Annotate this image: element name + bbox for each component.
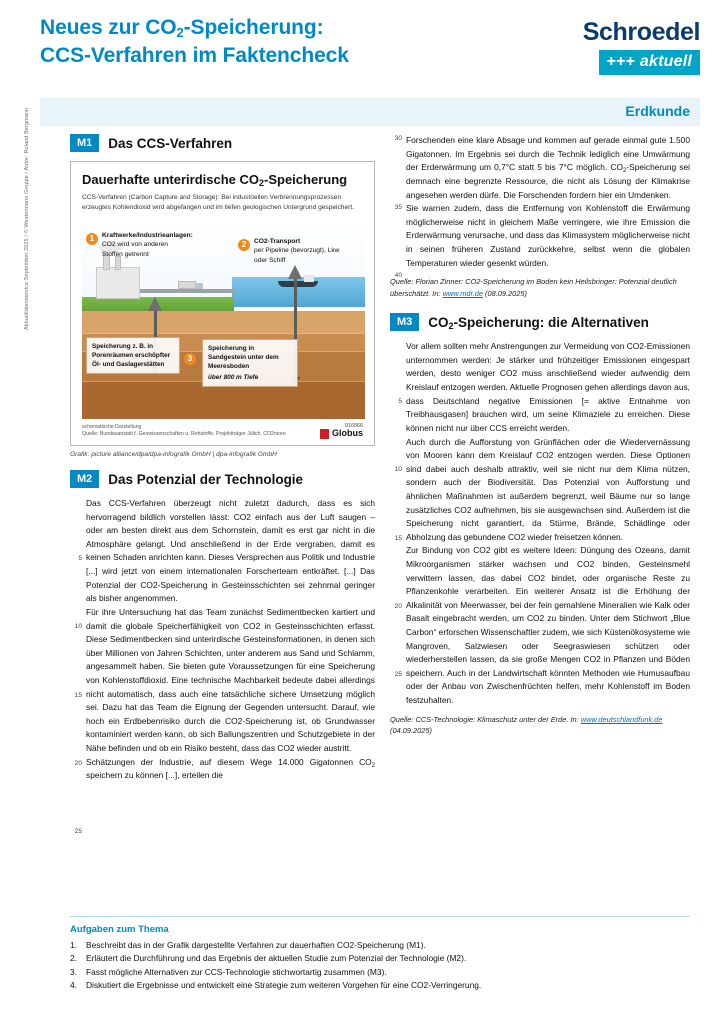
title-line2: CCS-Verfahren im Faktencheck xyxy=(40,43,349,67)
line-number: 5 xyxy=(78,555,82,563)
task-number: 4. xyxy=(70,980,77,991)
storage-box-left-title: Speicherung z. B. in Porenräumen erschöpfter Öl- und Gaslagerstätten xyxy=(92,343,171,369)
brand-logo xyxy=(528,20,700,75)
m3-tag: M3 xyxy=(390,313,419,331)
side-credit: Aktualitätenservice September 2025 / © Westermann Gruppe / Autor: Roland Bergmann xyxy=(24,107,30,330)
line-number: 15 xyxy=(74,692,82,700)
rock-layer-1 xyxy=(82,311,365,333)
tasks-divider xyxy=(70,916,690,917)
m2-source-date: (08.09.2025) xyxy=(482,288,527,298)
label-1-text: CO2 wird von anderen Stoffen getrennt xyxy=(102,241,168,258)
infographic-footer xyxy=(82,423,363,439)
infographic-title-pre: Dauerhafte unterirdische CO xyxy=(82,172,259,188)
task-item xyxy=(70,979,690,992)
task-number: 2. xyxy=(70,953,77,964)
m2-title: Das Potenzial der Technologie xyxy=(108,471,304,487)
figure-credit: Grafik: picture alliance/dpa/dpa-infografik GmbH | dpa-infografik GmbH xyxy=(70,450,277,458)
brand-badge-word: aktuell xyxy=(639,53,692,70)
marker-1: 1 xyxy=(86,233,98,245)
m2-paragraph-3-rendered: Forschenden eine klare Absage und kommen auf gerade einmal gute 1.500 Gigatonnen. Im Ergebnis sei durch die Technik lediglich eine Umwärmung der Erderwärmung um 0,7°C statt 5 bis 7°C möglich. $CO_2$-Speicherung sei demnach eine begrenzte Ressource, die nicht als Lösung der Klimakrise angesehen werden dürfe. Die Forschenden fordern hier ein Umdenken. xyxy=(406,135,690,200)
m1-heading xyxy=(70,134,375,152)
m1-title: Das CCS-Verfahren xyxy=(108,135,233,151)
line-number: 30 xyxy=(394,135,402,142)
m2-paragraph-4: Sie warnen zudem, dass die Entfernung von Kohlenstoff die Erwärmung möglicherweise nicht in gleichem Maße verringere, wie ihre Emission die Erderwärmung verursache, und dass das Klimasystem möglicherweise nicht in seinen früheren Zustand zurückkehre, selbst wenn die globalen Temperaturen wieder gesenkt würden. xyxy=(406,203,690,268)
task-text: Erläutert die Durchführung und das Ergebnis der aktuellen Studie zum Potenzial der Technologie (M2). xyxy=(86,953,467,964)
brand-name: Schroedel xyxy=(582,18,700,46)
line-number: 15 xyxy=(394,535,402,543)
m2-source-link[interactable]: www.mdr.de xyxy=(442,288,483,298)
platform-derrick-icon xyxy=(288,265,302,279)
infographic-note: schematische Darstellung xyxy=(82,423,142,430)
m3-source-link[interactable]: www.deutschlandfunk.de xyxy=(580,714,663,724)
task-number: 1. xyxy=(70,940,77,950)
m3-body xyxy=(390,340,690,707)
label-1 xyxy=(102,231,193,259)
infographic-title-sub: 2 xyxy=(259,178,265,189)
storage-depth-label: über 800 m Tiefe xyxy=(208,374,259,382)
m3-heading xyxy=(390,313,690,331)
title-line1-pre: Neues zur CO xyxy=(40,16,177,39)
m2-tag: M2 xyxy=(70,470,99,488)
m3-title-pre: CO xyxy=(428,314,449,330)
task-item xyxy=(70,952,690,965)
infographic-subtitle: CCS-Verfahren (Carbon Capture and Storage): Bei industriellen Verbrennungsprozessen erzeugtes Kohlendioxid wird abgefangen und im tiefen geologischen Untergrund gespeichert. xyxy=(82,194,354,211)
tasks-title: Aufgaben zum Thema xyxy=(70,924,169,935)
m3-title-post: -Speicherung: die Alternativen xyxy=(453,314,649,330)
task-text: Diskutiert die Ergebnisse und entwickelt eine Strategie zum weiteren Vorgehen für eine CO2-Verringerung. xyxy=(86,980,482,991)
infographic-source xyxy=(82,424,286,439)
right-column xyxy=(390,134,690,737)
globus-number: 016566 xyxy=(345,423,363,430)
line-number: 25 xyxy=(394,671,402,679)
line-number: 35 xyxy=(394,204,402,211)
infographic-title-post: -Speicherung xyxy=(264,172,348,188)
drill-derrick-icon xyxy=(148,297,162,311)
m2-body xyxy=(70,497,375,836)
m3-paragraph-2: Auch durch die Aufforstung von Grünflächen oder die Wiedervernässung von Mooren kann dem Kreislauf CO2 entzogen werden. Diese Optionen sind dabei auch deshalb attraktiv, weil sie nicht nur dem Klima nützen, sondern auch der Biodiversität. Das Potenzial von Aufforstung und ähnlichen Maßnahmen ist außerdem begrenzt, weil Bäume nur so lange zusätzliches CO2 aufnehmen, bis sie ausgewachsen sind. Außerdem ist die Speicherung nicht garantiert, da Stürme, Brände, Schädlinge oder Abholzung das gebundene CO2 wieder freisetzen können. xyxy=(406,436,690,542)
m3-source xyxy=(390,714,690,737)
power-plant-icon xyxy=(96,267,140,299)
line-number: 40 xyxy=(394,272,402,279)
left-column xyxy=(70,134,375,836)
m2-paragraph-1: Das CCS-Verfahren überzeugt nicht zuletzt dadurch, dass es sich hervorragend bildlich vorstellen lässt: CO2 einfach aus der Luft saugen – oder am besten direkt aus dem Schornstein, damit es erst gar nicht in die Atmosphäre gelangt. Und anschließend in der Erde vergraben, damit es keinen Schaden anrichten kann. Dieses Versprechen aus Politik und Industrie [...] wird jetzt von einem internationalen Forscherteam entkräftet. [...] Das Potenzial der CO2-Speicherung in Gesteinsschichten sei zehnmal geringer als bisher angenommen. xyxy=(86,498,375,604)
label-2 xyxy=(254,237,354,265)
m2-source xyxy=(390,276,690,299)
infographic-scene xyxy=(82,219,365,419)
infographic xyxy=(70,161,375,446)
m3-source-date: (04.09.2025) xyxy=(390,726,432,736)
storage-box-right xyxy=(202,339,298,387)
m2-paragraph-2: Für ihre Untersuchung hat das Team zunächst Sedimentbecken kartiert und damit die globale Speicherfähigkeit von CO2 in Gesteinsschichten erfasst. Diese Sedimentbecken sind unterirdische Gesteinsformationen, in denen sich über Millionen von Jahren Schichten, unter anderem aus Sand und Schlamm, angesammelt haben. Sie bieten gute Voraussetzungen für eine Speicherung von Kohlenstoffdioxid. Eine technische Machbarkeit bedeute dabei allerdings nicht automatisch, dass auch eine tatsächliche sichere Umsetzung möglich sei. Dazu hat das Team die Eignung der Gegenden untersucht. Darauf, wie hoch ein Erdbebenrisiko durch die CO2-Speicherung ist, ob Grundwasser kontaminiert werden kann, ob sich Ballungszentren und Schutzgebiete in der Nähe befinden und ob ein Risiko besteht, dass das CO2 wieder austritt. xyxy=(86,606,375,754)
line-number: 10 xyxy=(74,623,82,631)
m3-title xyxy=(428,315,649,330)
infographic-source-text: Quelle: Bundesanstalt f. Geowissenschaften u. Rohstoffe, Projektträger Jülich, CO2more xyxy=(82,431,286,438)
task-text: Beschreibt das in der Grafik dargestellte Verfahren zur dauerhaften CO2-Speicherung (M1). xyxy=(86,940,426,950)
m3-source-text: Quelle: CCS-Technologie: Klimaschutz unter der Erde. In: xyxy=(390,714,581,724)
m1-tag: M1 xyxy=(70,134,99,152)
label-2-title: CO2-Transport xyxy=(254,238,301,246)
line-number: 25 xyxy=(74,828,82,836)
line-number: 5 xyxy=(398,398,402,406)
globus-logo: Globus xyxy=(320,429,363,439)
truck-icon xyxy=(178,281,204,291)
m3-paragraph-1: Vor allem sollten mehr Anstrengungen zur Vermeidung von CO2-Emissionen unternommen werden: Je stärker und frühzeitiger Emissionen eingespart werden, desto weniger CO2 muss anschließend wieder aufwendig dem Kreislauf entzogen werden. Aktuelle Prognosen gehen allerdings davon aus, dass Deutschland negative Emissionen [= aktive Entnahme von Treibhausgasen] brauchen wird, um seine Klimaziele zu erreichen. Diese können nicht nur über CCS erreicht werden. xyxy=(406,341,690,433)
page-header xyxy=(40,14,700,92)
brand-badge xyxy=(599,50,700,75)
m2-source-text: Quelle: Florian Zinner: CO2-Speicherung im Boden kein Heilsbringer: Potenzial deutlich überschätzt. In: xyxy=(390,277,677,298)
task-item xyxy=(70,966,690,979)
layer-divider xyxy=(82,333,365,334)
storage-box-right-title: Speicherung in Sandgestein unter dem Meeresboden xyxy=(208,345,279,371)
title-line1-sub: 2 xyxy=(176,25,184,40)
page-title xyxy=(40,14,470,69)
marker-2: 2 xyxy=(238,239,250,251)
label-1-title: Kraftwerke/Industrieanlagen: xyxy=(102,232,193,240)
storage-box-left xyxy=(86,337,180,374)
subject-bar xyxy=(40,98,700,126)
globus-credit xyxy=(320,423,363,439)
task-item xyxy=(70,939,690,952)
tasks-section xyxy=(70,916,690,993)
brand-badge-plus: +++ xyxy=(606,53,636,70)
m2-paragraph-3-visible: Schätzungen der Industrie, auf diesem Wege 14.000 Gigatonnen $CO_2$ speichern zu können [...], erteilen die xyxy=(86,756,375,781)
task-number: 3. xyxy=(70,966,77,977)
line-number: 20 xyxy=(394,603,402,611)
task-text: Fasst mögliche Alternativen zur CCS-Technologie stichwortartig zusammen (M3). xyxy=(86,966,387,977)
marker-3: 3 xyxy=(184,353,196,365)
label-2-text: per Pipeline (bevorzugt), Lkw oder Schiff xyxy=(254,247,340,264)
subject-label: Erdkunde xyxy=(625,103,690,119)
m3-paragraph-3: Zur Bindung von CO2 gibt es weitere Ideen: Düngung des Ozeans, damit Mikroorganismen stärker wachsen und CO2 binden, Gesteinsmehl verwittern lassen, das dabei CO2 bindet, oder organische Reste zu Pflanzenkohle verarbeiten. Ein weiterer Ansatz ist die Erhöhung der Alkalinität von Meerwasser, bei der fein gemahlene Mineralien wie Kalk oder Basalt eingebracht werden, um CO2 zu binden. Unter dem Stichwort „Blue Carbon“ erforschen Wissenschaftler zudem, wie sich Küstenökosysteme wie Mangroven, Salzwiesen oder Seegraswiesen schützen oder wiederherstellen lassen, da sie große Mengen CO2 in Pflanzen und Böden speichern. Auch in der Landwirtschaft könnten Methoden wie Humusaufbau oder der Anbau von Zwischenfrüchten helfen, mehr Kohlenstoff im Boden festzuhalten. xyxy=(406,545,690,706)
m3-title-sub: 2 xyxy=(448,320,454,331)
title-line1-post: -Speicherung: xyxy=(183,16,324,39)
m2-heading xyxy=(70,470,375,488)
line-number: 10 xyxy=(394,466,402,474)
infographic-title xyxy=(82,172,363,188)
line-number: 20 xyxy=(74,760,82,768)
m2-continuation xyxy=(390,134,690,279)
